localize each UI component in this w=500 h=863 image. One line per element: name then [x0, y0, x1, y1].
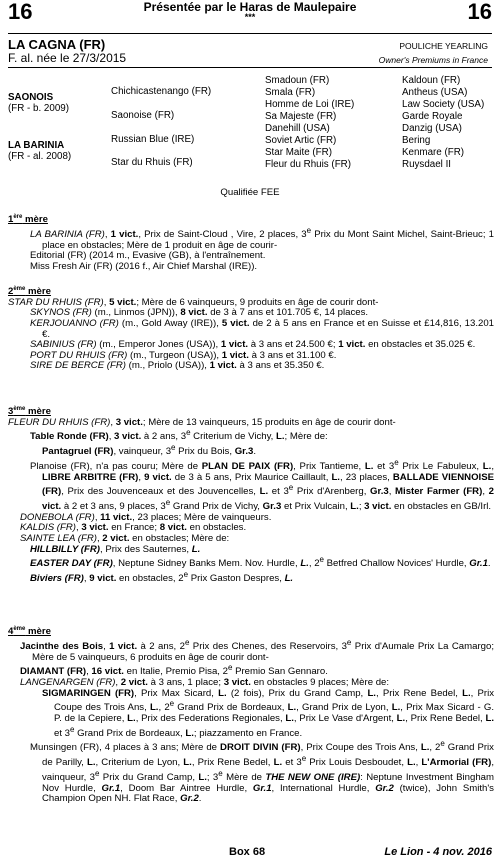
sire-name: SAONOIS [8, 92, 54, 103]
produce-line: Editorial (FR) (2014 m., Evasive (GB), à l'entraînement. [30, 250, 266, 262]
section-title: 1ère mère [8, 214, 48, 226]
gen4-item: Kenmare (FR) [402, 147, 465, 158]
box-number: Box 68 [229, 846, 266, 859]
produce-line: HILLBILLY (FR), Prix des Sauternes, L. [30, 543, 201, 555]
presenter-line: Présentée par le Haras de Maulepaire [143, 0, 357, 14]
produce-line: Planoise (FR), n'a pas couru; Mère de PLAN DE PAIX (FR), Prix Tantieme, L. et 3e Prix Le Fabuleux, L., LIBRE ARBITRE (FR), 9 vict. de 3 à 5 ans, Prix Maurice Caillault, L., 23 places, BALLADE VIENNOISE (FR), Prix des Jouvenceaux et des Jouvencelles, L. et 3e Prix d'Arenberg, Gr.3, Mister Farmer (FR), 2 vict. à 2 et 3 ans, 9 places, 3e Grand Prix de Vichy, Gr.3 et Prix Vulcain, L.; 3 vict. en obstacles en GB/Irl. [30, 457, 495, 513]
produce-line: SAINTE LEA (FR), 2 vict. en obstacles; Mère de: [20, 533, 230, 545]
dam-name: LA BARINIA [8, 140, 65, 151]
gen4-item: Law Society (USA) [402, 99, 485, 110]
produce-line: PORT DU RHUIS (FR) (m., Turgeon (USA)), 1 vict. à 3 ans et 31.100 €. [30, 349, 337, 361]
produce-line: Table Ronde (FR), 3 vict. à 2 ans, 3e Criterium de Vichy, L.; Mère de: [30, 428, 328, 443]
gen4-item: Danzig (USA) [402, 123, 462, 134]
produce-line: DIAMANT (FR), 16 vict. en Italie, Premio Pisa, 2e Premio San Gennaro. [20, 663, 328, 678]
name-divider [8, 67, 492, 68]
lot-number-right: 16 [467, 0, 492, 24]
gen3-item: Smala (FR) [265, 87, 316, 98]
gen3-item: Soviet Artic (FR) [265, 135, 337, 146]
produce-line: KERJOUANNO (FR) (m., Gold Away (IRE)), 5 vict. de 2 à 5 ans en France et en Suisse et £14,816, 13.201 €. [30, 317, 495, 340]
section-title: 4ème mère [8, 626, 51, 638]
gen4-item: Antheus (USA) [402, 87, 468, 98]
produce-line: Pantagruel (FR), vainqueur, 3e Prix du Bois, Gr.3. [42, 443, 257, 458]
gen2-item: Chichicastenango (FR) [111, 86, 212, 97]
gen3-item: Danehill (USA) [265, 123, 330, 134]
dam-record: FLEUR DU RHUIS (FR), 3 vict.; Mère de 13 vainqueurs, 15 produits en âge de courir dont- [8, 416, 396, 428]
gen3-item: Homme de Loi (IRE) [265, 99, 355, 110]
stars-mark: *** [244, 12, 256, 22]
gen4-item: Bering [402, 135, 431, 146]
produce-line: SKYNOS (FR) (m., Linmos (JPN)), 8 vict. de 3 à 7 ans et 101.705 €, 14 places. [30, 307, 369, 319]
section-title: 2ème mère [8, 286, 51, 298]
horse-details: F. al. née le 27/3/2015 [8, 51, 127, 65]
produce-line: EASTER DAY (FR), Neptune Sidney Banks Mem. Nov. Hurdle, L., 2e Betfred Challow Novices' Hurdle, Gr.1. [30, 555, 491, 570]
gen2-item: Saonoise (FR) [111, 110, 175, 121]
gen3-item: Fleur du Rhuis (FR) [265, 159, 352, 170]
fourth-dam-section [8, 624, 494, 805]
first-dam-section [8, 212, 494, 272]
gen3-item: Sa Majeste (FR) [265, 111, 337, 122]
gen2-item: Star du Rhuis (FR) [111, 157, 193, 168]
produce-line: SABINIUS (FR) (m., Emperor Jones (USA)), 1 vict. à 3 ans et 24.500 €; 1 vict. en obstacles et 35.025 €. [30, 339, 476, 351]
dam-record: STAR DU RHUIS (FR), 5 vict.; Mère de 6 vainqueurs, 9 produits en âge de courir dont- [8, 296, 379, 308]
qualification: Qualifiée FEE [220, 187, 280, 198]
dam-record: LA BARINIA (FR), 1 vict., Prix de Saint-Cloud , Vire, 2 places, 3e Prix du Mont Saint Michel, Saint-Brieuc; 1 place en obstacles; Mère de 1 produit en âge de courir- [30, 225, 494, 251]
sire-detail: (FR - b. 2009) [8, 103, 69, 114]
dam-record: Jacinthe des Bois, 1 vict. à 2 ans, 2e Prix des Chenes, des Reservoirs, 3e Prix d'Aumale Prix La Camargo; Mère de 5 vainqueurs, 6 produits en âge de courir dont- [20, 637, 494, 663]
gen4-item: Ruysdael II [402, 159, 452, 170]
gen4-item: Kaldoun (FR) [402, 75, 461, 86]
gen3-item: Star Maite (FR) [265, 147, 332, 158]
gen3-item: Smadoun (FR) [265, 75, 330, 86]
produce-line: Munsingen (FR), 4 places à 3 ans; Mère de DROIT DIVIN (FR), Prix Coupe des Trois Ans, L., 2e Grand Prix de Parilly, L., Criterium de Lyon, L., Prix Rene Bedel, L. et 3e Prix Louis Desboudet, L., L'Armorial (FR), vainqueur, 3e Prix du Grand Camp, L.; 3e Mère de THE NEW ONE (IRE): Neptune Investment Bingham Nov Hurdle, Gr.1, Doom Bar Aintree Hurdle, Gr.1, International Hurdle, Gr.2 (twice), John Smith's Champion Open NH. Flat Race, Gr.2. [30, 739, 494, 805]
third-dam-section [8, 404, 494, 585]
produce-line: LANGENARGEN (FR), 2 vict. à 3 ans, 1 place; 3 vict. en obstacles 9 places; Mère de: [20, 676, 390, 688]
section-title: 3ème mère [8, 406, 51, 418]
second-dam-section [8, 284, 494, 372]
horse-name: LA CAGNA (FR) [8, 37, 106, 52]
gen4-item: Garde Royale [402, 111, 463, 122]
produce-line: DONEBOLA (FR), 11 vict., 23 places; Mère de vainqueurs. [20, 511, 272, 523]
header-divider [8, 33, 492, 34]
dam-detail: (FR - al. 2008) [8, 151, 72, 162]
horse-category: POULICHE YEARLING [399, 41, 488, 51]
produce-line: SIGMARINGEN (FR), Prix Max Sicard, L. (2 fois), Prix du Grand Camp, L., Prix Rene Bedel, L., Prix Coupe des Trois Ans, L., 2e Grand Prix de Bordeaux, L., Grand Prix de Lyon, L., Prix Max Sicard - G. P. de la Cepiere, L., Prix des Federations Regionales, L., Prix Le Vase d'Argent, L., Prix Rene Bedel, L. et 3e Grand Prix de Bordeaux, L.; piazzamento en France. [42, 687, 494, 739]
gen2-item: Russian Blue (IRE) [111, 134, 195, 145]
premium-note: Owner's Premiums in France [378, 55, 488, 65]
produce-line: Miss Fresh Air (FR) (2016 f., Air Chief Marshal (IRE)). [30, 260, 258, 272]
lot-number-left: 16 [8, 0, 33, 24]
produce-line: Biviers (FR), 9 vict. en obstacles, 2e Prix Gaston Despres, L. [30, 570, 294, 585]
produce-line: SIRE DE BERCE (FR) (m., Priolo (USA)), 1 vict. à 3 ans et 35.350 €. [30, 360, 325, 372]
produce-line: KALDIS (FR), 3 vict. en France; 8 vict. en obstacles. [20, 522, 247, 534]
sale-info: Le Lion - 4 nov. 2016 [384, 846, 492, 859]
